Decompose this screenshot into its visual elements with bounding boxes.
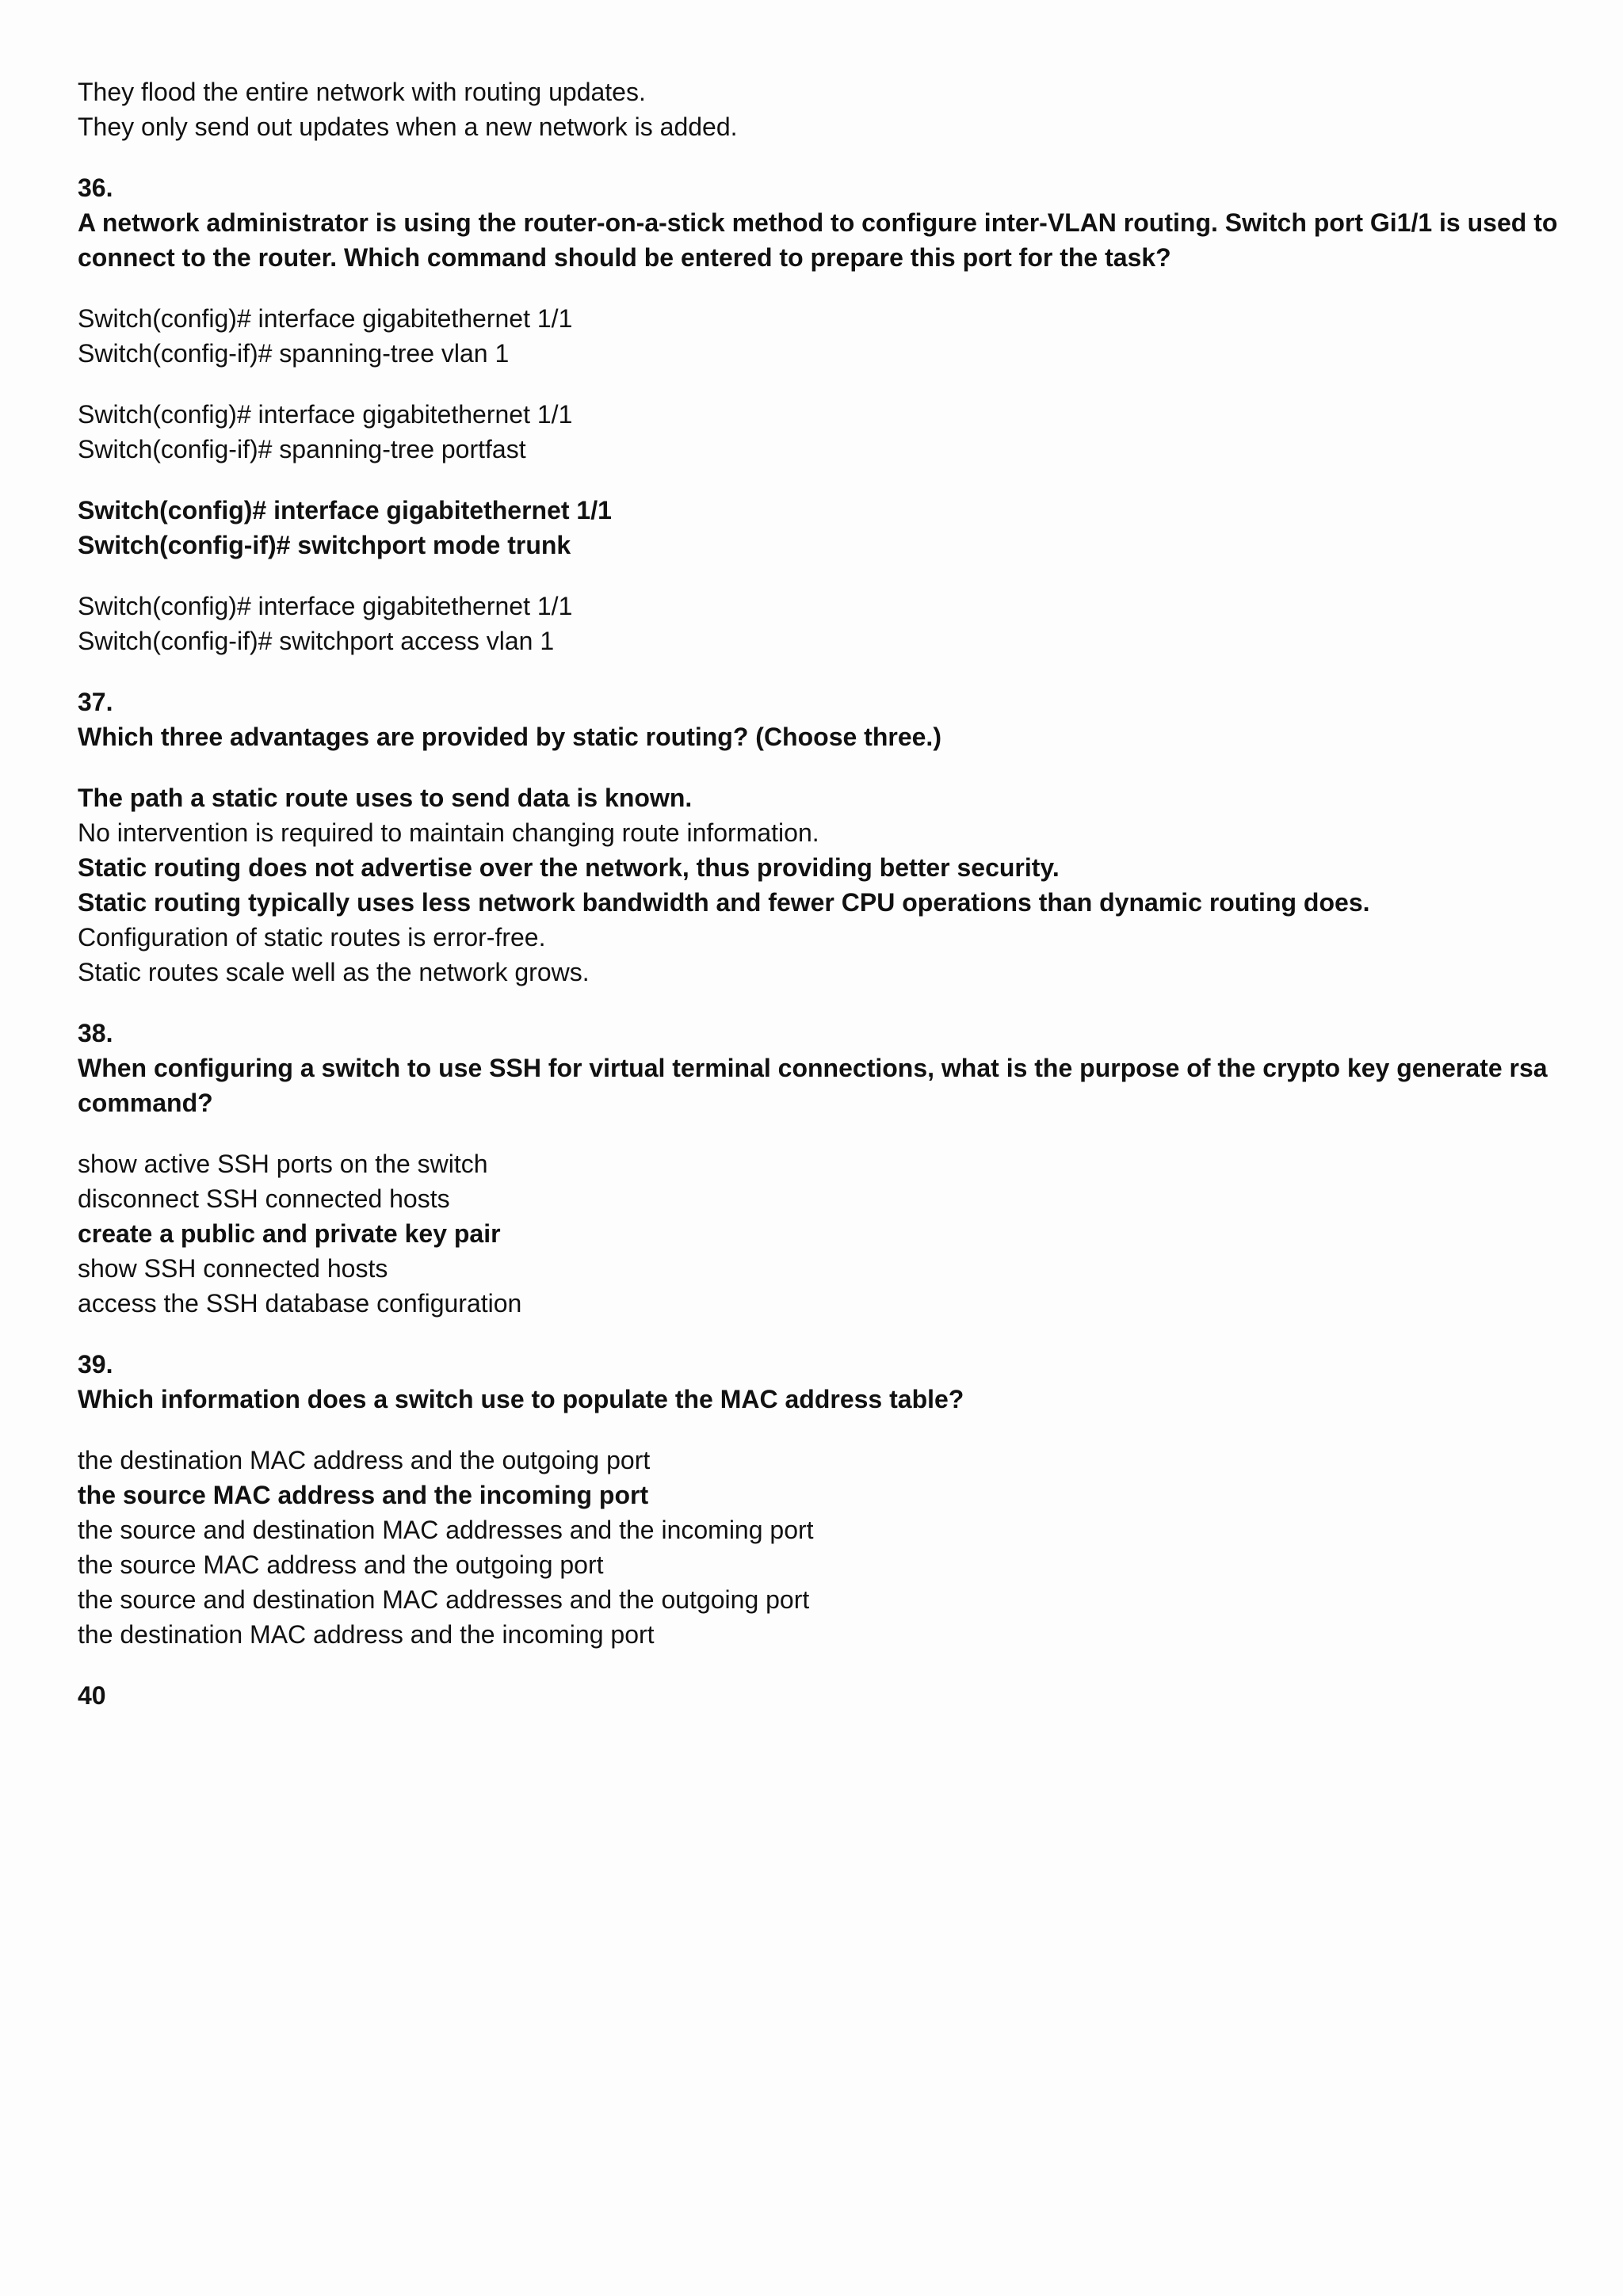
answer-option: disconnect SSH connected hosts	[78, 1184, 450, 1213]
command-line: Switch(config)# interface gigabitethernet 1/1	[78, 400, 573, 429]
command-line: Switch(config-if)# spanning-tree vlan 1	[78, 339, 510, 368]
question-number: 39.	[78, 1350, 113, 1379]
correct-answer-option	[78, 493, 1568, 563]
question-text: A network administrator is using the router-on-a-stick method to configure inter-VLAN routing. Switch port Gi1/1 is used to connect to the router. Which command should be entered to prepare this port for the task?	[78, 208, 1558, 272]
question-number: 38.	[78, 1019, 113, 1047]
correct-answer-option: The path a static route uses to send data is known.	[78, 784, 693, 812]
answer-option: the source and destination MAC addresses and the outgoing port	[78, 1585, 810, 1614]
answer-option: Configuration of static routes is error-free.	[78, 923, 546, 952]
command-line: Switch(config)# interface gigabitethernet 1/1	[78, 496, 612, 524]
command-line: Switch(config-if)# switchport mode trunk	[78, 531, 571, 559]
question-37	[78, 685, 1568, 754]
document-page	[78, 74, 1568, 1713]
correct-answer-option: Static routing does not advertise over the network, thus providing better security.	[78, 853, 1060, 882]
answer-list	[78, 780, 1568, 990]
answer-option	[78, 589, 1568, 658]
question-38	[78, 1016, 1568, 1120]
answer-option: the source and destination MAC addresses and the incoming port	[78, 1516, 814, 1544]
question-number: 37.	[78, 688, 113, 716]
answer-option: No intervention is required to maintain changing route information.	[78, 818, 819, 847]
question-text: When configuring a switch to use SSH for virtual terminal connections, what is the purpose of the crypto key generate rsa command?	[78, 1054, 1548, 1117]
answer-option	[78, 301, 1568, 371]
answer-list	[78, 1146, 1568, 1321]
answer-option	[78, 397, 1568, 467]
answer-option: the destination MAC address and the incoming port	[78, 1620, 655, 1649]
question-number: 36.	[78, 174, 113, 202]
question-text: Which three advantages are provided by static routing? (Choose three.)	[78, 723, 941, 751]
answer-option: They flood the entire network with routing updates.	[78, 78, 646, 106]
question-text: Which information does a switch use to populate the MAC address table?	[78, 1385, 964, 1413]
answer-option: show SSH connected hosts	[78, 1254, 388, 1283]
command-line: Switch(config)# interface gigabitethernet 1/1	[78, 592, 573, 620]
previous-answers	[78, 74, 1568, 144]
command-line: Switch(config-if)# spanning-tree portfast	[78, 435, 526, 463]
answer-option: They only send out updates when a new network is added.	[78, 113, 738, 141]
answer-option: the source MAC address and the outgoing port	[78, 1550, 604, 1579]
answer-option: show active SSH ports on the switch	[78, 1150, 488, 1178]
question-39	[78, 1347, 1568, 1417]
command-line: Switch(config-if)# switchport access vlan 1	[78, 627, 555, 655]
answer-option: access the SSH database configuration	[78, 1289, 522, 1318]
answer-list	[78, 1443, 1568, 1652]
question-36	[78, 170, 1568, 275]
correct-answer-option: Static routing typically uses less network bandwidth and fewer CPU operations than dynamic routing does.	[78, 888, 1370, 917]
answer-option: the destination MAC address and the outgoing port	[78, 1446, 651, 1474]
correct-answer-option: the source MAC address and the incoming port	[78, 1481, 649, 1509]
correct-answer-option: create a public and private key pair	[78, 1219, 501, 1248]
question-number: 40	[78, 1681, 106, 1710]
command-line: Switch(config)# interface gigabitethernet 1/1	[78, 304, 573, 333]
question-40	[78, 1678, 1568, 1713]
answer-option: Static routes scale well as the network grows.	[78, 958, 590, 986]
